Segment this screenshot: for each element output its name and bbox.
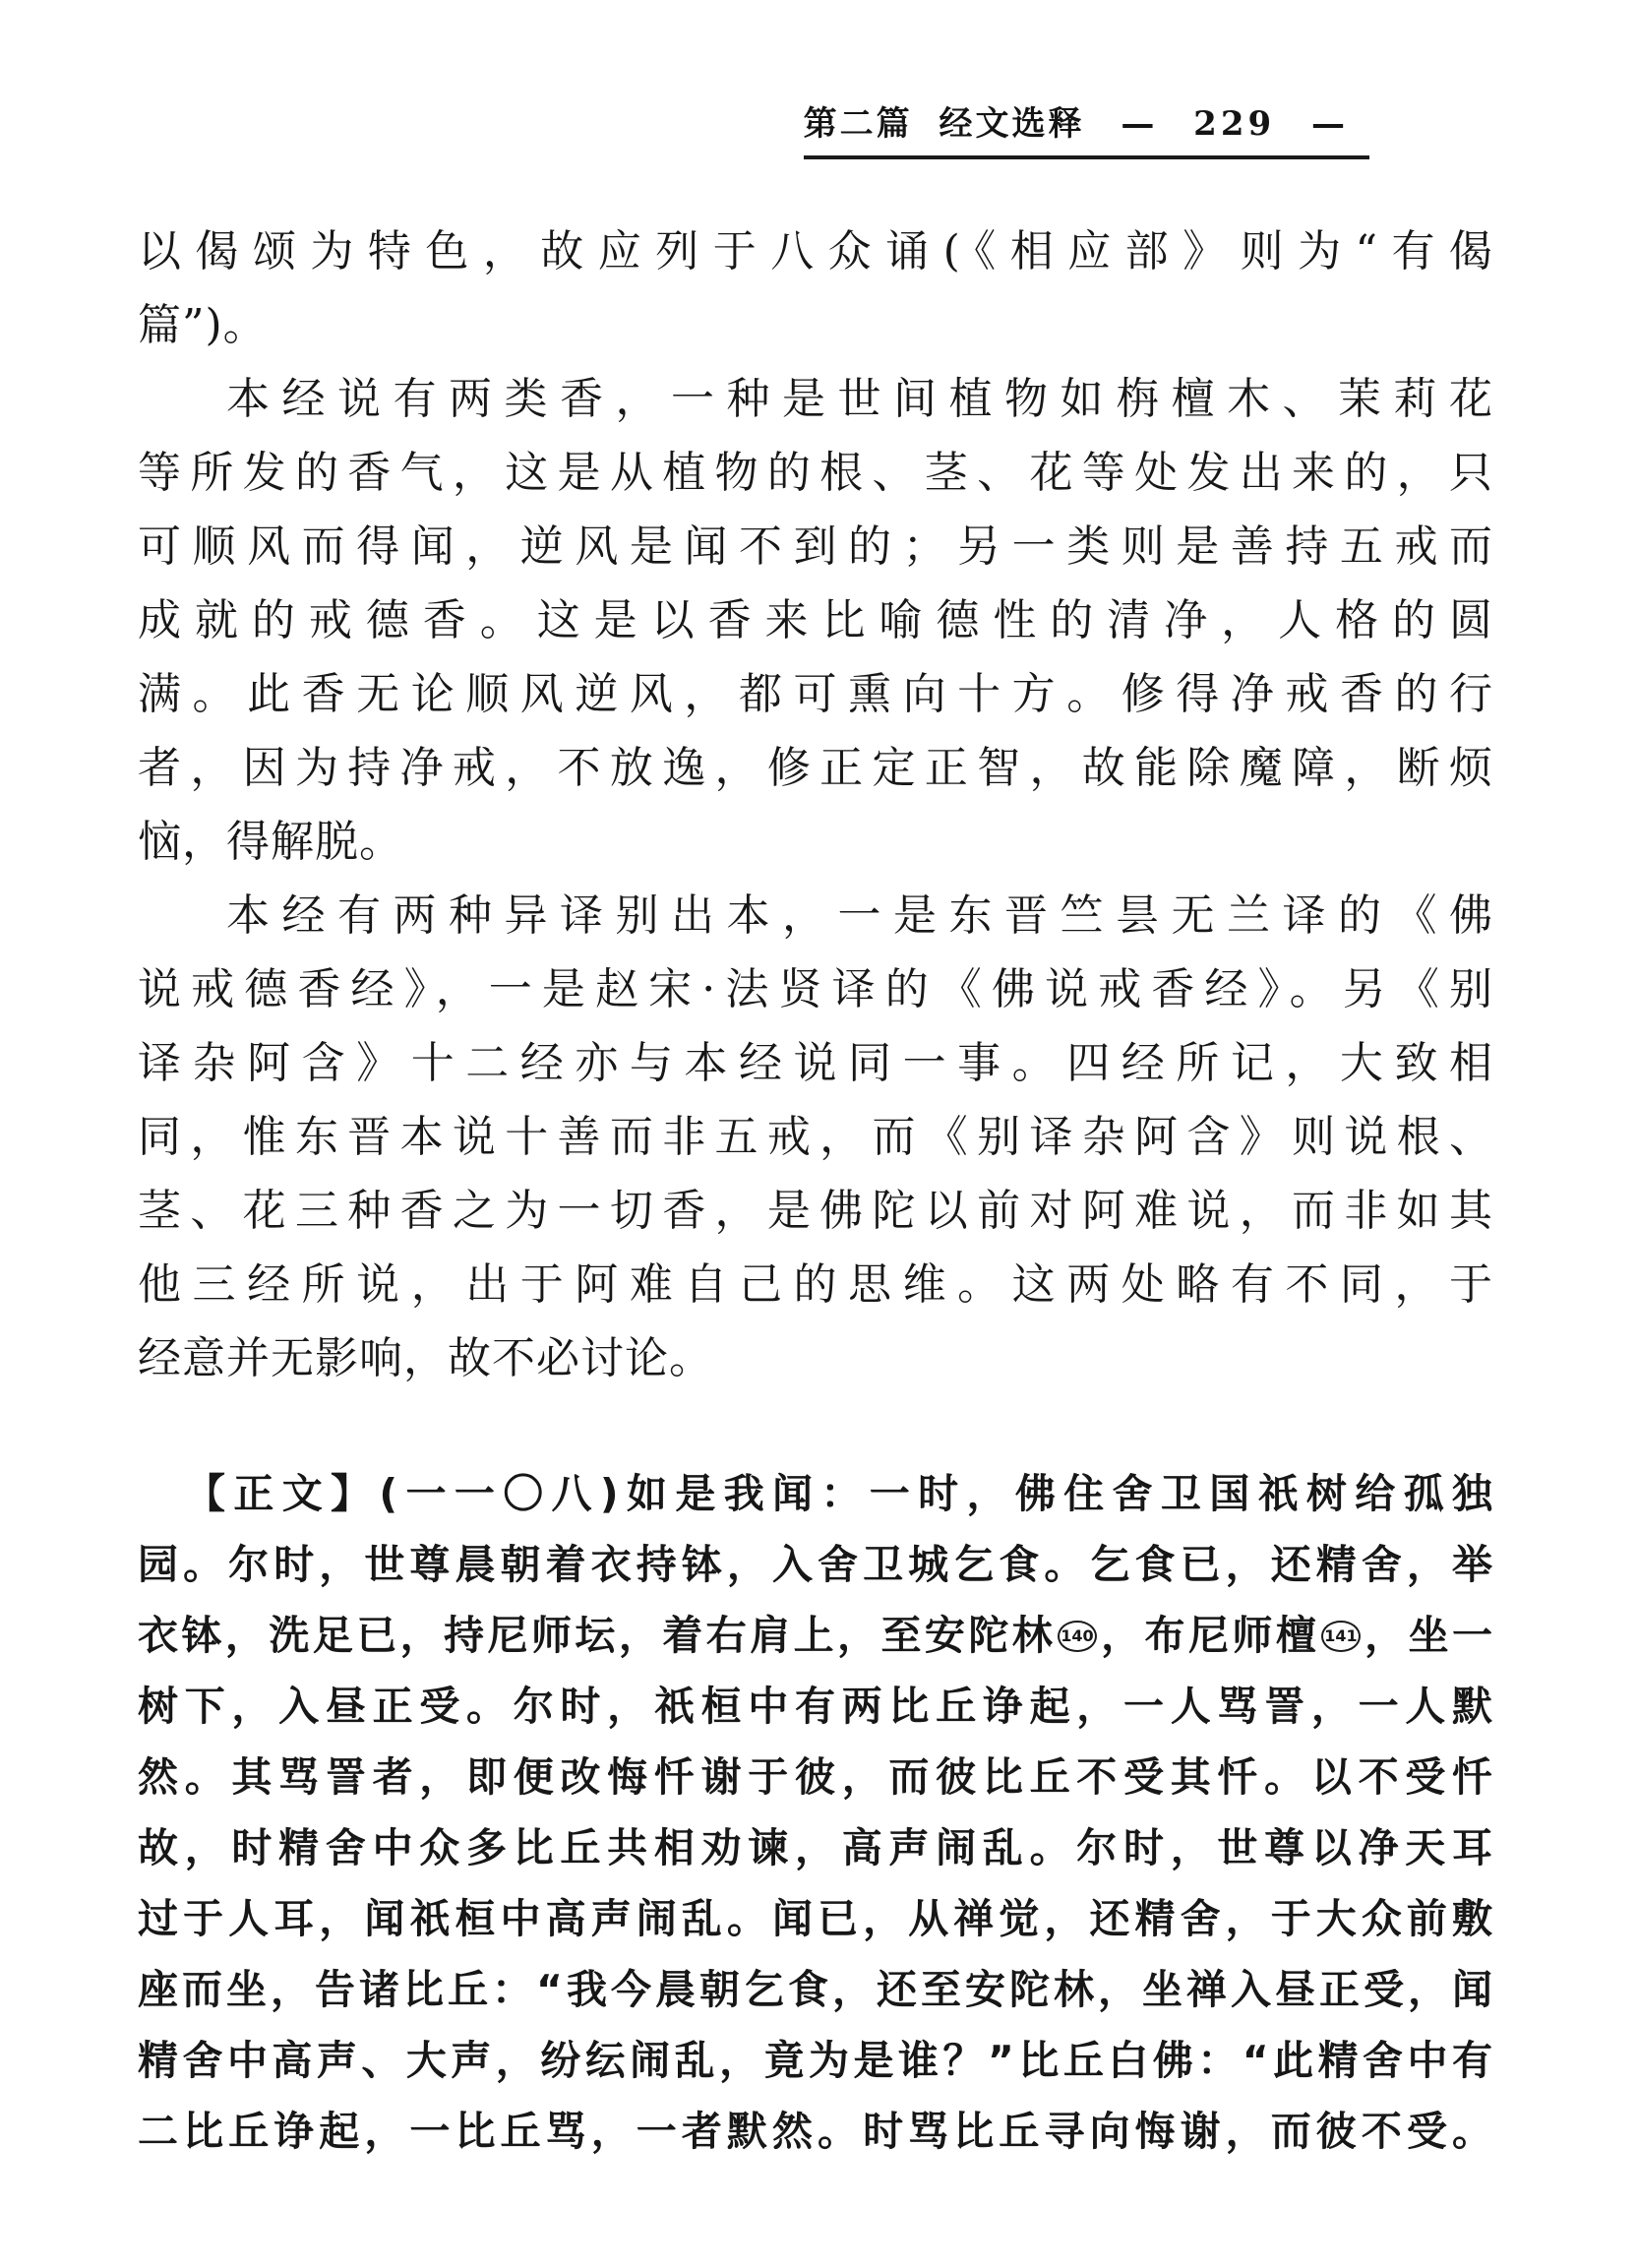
text-line: 树下，入昼正受。尔时，祇桓中有两比丘诤起，一人骂詈，一人默 (138, 1683, 1493, 1730)
text-line: 满。此香无论顺风逆风，都可熏向十方。修得净戒香的行 (138, 669, 1493, 719)
text-line: 者，因为持净戒，不放逸，修正定正智，故能除魔障，断烦 (138, 743, 1493, 793)
text-line: 座而坐，告诸比丘：“我今晨朝乞食，还至安陀林，坐禅入昼正受，闻 (138, 1966, 1493, 2013)
text-line: 二比丘诤起，一比丘骂，一者默然。时骂比丘寻向悔谢，而彼不受。 (138, 2108, 1493, 2155)
text-line: 说戒德香经》，一是赵宋·法贤译的《佛说戒香经》。另《别 (138, 964, 1493, 1014)
text-line: 茎、花三种香之为一切香，是佛陀以前对阿难说，而非如其 (138, 1186, 1493, 1236)
page-number: 229 (1193, 104, 1276, 144)
text-line: 可顺风而得闻，逆风是闻不到的；另一类则是善持五戒而 (138, 521, 1493, 572)
text-line: 然。其骂詈者，即便改悔忏谢于彼，而彼比丘不受其忏。以不受忏 (138, 1753, 1493, 1801)
text-line: 衣钵，洗足已，持尼师坛，着右肩上，至安陀林 140 ，布尼师檀 141 ，坐一 (138, 1612, 1494, 1659)
text-line: 恼，得解脱。 (138, 817, 403, 867)
header-section-label: 第二篇 (803, 104, 913, 144)
text-line: 本经说有两类香，一种是世间植物如栴檀木、茉莉花 (226, 374, 1493, 424)
scripture-section (138, 1458, 1493, 2167)
text-line: 经意并无影响，故不必讨论。 (138, 1333, 713, 1383)
text-line: 过于人耳，闻祇桓中高声闹乱。闻已，从禅觉，还精舍，于大众前敷 (138, 1895, 1493, 1942)
text-line: 故，时精舍中众多比丘共相劝谏，高声闹乱。尔时，世尊以净天耳 (138, 1824, 1493, 1871)
text-line: 成就的戒德香。这是以香来比喻德性的清净，人格的圆 (138, 595, 1493, 645)
text-line: 译杂阿含》十二经亦与本经说同一事。四经所记，大致相 (138, 1038, 1493, 1088)
text-line: 精舍中高声、大声，纷纭闹乱，竟为是谁？”比丘白佛：“此精舍中有 (138, 2037, 1493, 2084)
text-line: 本经有两种异译别出本，一是东晋竺昙无兰译的《佛 (226, 890, 1493, 941)
header-dash-right: — (1311, 104, 1348, 144)
footnote-ref: 140 (1058, 1621, 1096, 1652)
text-line: 同，惟东晋本说十善而非五戒，而《别译杂阿含》则说根、 (138, 1112, 1493, 1162)
running-header (804, 102, 1369, 159)
text-line: 【正文】(一一〇八)如是我闻：一时，佛住舍卫国祇树给孤独 (185, 1470, 1493, 1517)
text-line: 园。尔时，世尊晨朝着衣持钵，入舍卫城乞食。乞食已，还精舍，举 (138, 1541, 1493, 1588)
text-line: 等所发的香气，这是从植物的根、茎、花等处发出来的，只 (138, 448, 1493, 498)
text-line: 以偈颂为特色，故应列于八众诵(《相应部》则为“有偈 (138, 226, 1493, 276)
commentary-section (138, 215, 1493, 1395)
header-chapter-title: 经文选释 (939, 104, 1085, 144)
text-line: 他三经所说，出于阿难自己的思维。这两处略有不同，于 (138, 1259, 1493, 1310)
header-dash-left: — (1121, 104, 1158, 144)
text-line: 篇”)。 (138, 300, 268, 350)
footnote-ref: 141 (1321, 1621, 1360, 1652)
